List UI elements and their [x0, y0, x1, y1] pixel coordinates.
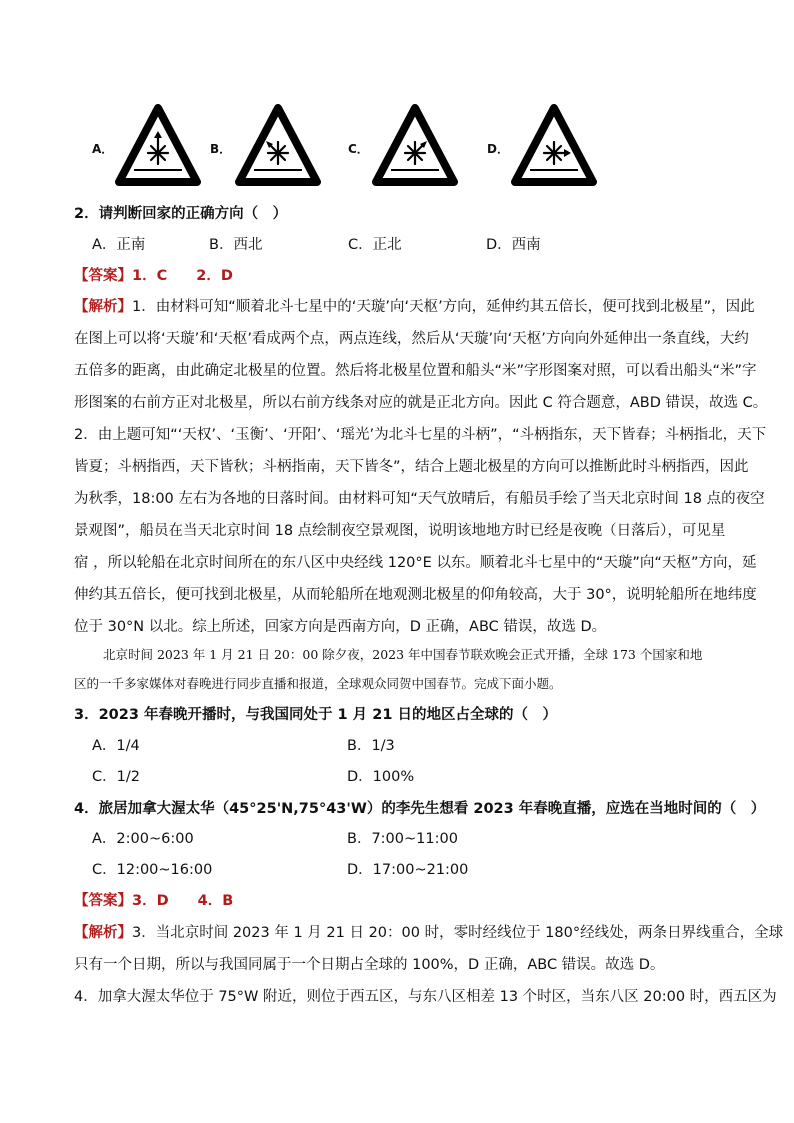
analysis-line: 景观图”，船员在当天北京时间 18 点绘制夜空景观图，说明该地地方时已经是夜晚（日落后），可见星 — [74, 523, 726, 539]
q2-option-b[interactable]: B．西北 — [209, 237, 263, 253]
q2-option-d[interactable]: D．西南 — [486, 237, 541, 253]
intro-line: 区的一千多家媒体对春晚进行同步直播和报道，全球观众同贺中国春节。完成下面小题。 — [74, 676, 562, 691]
answer-tag: 【答案】 — [74, 268, 132, 284]
warning-triangle-icon — [235, 104, 321, 188]
q1-options-row — [0, 104, 794, 190]
q2-stem: 2．请判断回家的正确方向（ ） — [74, 206, 288, 222]
analysis-line: 在图上可以将‘天璇’和‘天枢’看成两个点，两点连线，然后从‘天璇’向‘天枢’方向向外延伸出一条直线，大约 — [74, 331, 749, 347]
answer-text: 1．C 2．D — [132, 268, 233, 284]
answer-tag: 【答案】 — [74, 893, 132, 909]
q4-option-b[interactable]: B．7:00~11:00 — [347, 831, 458, 847]
analysis-line: 为秋季，18:00 左右为各地的日落时间。由材料可知“天气放晴后，有船员手绘了当天北京时间 18 点的夜空 — [74, 491, 765, 507]
q3-option-b[interactable]: B．1/3 — [347, 738, 395, 754]
q4-option-c[interactable]: C．12:00~16:00 — [92, 862, 213, 878]
option-letter: B． — [210, 142, 232, 156]
answer-block-2 — [74, 892, 233, 910]
q4-stem: 4．旅居加拿大渥太华（45°25'N,75°43'W）的李先生想看 2023 年春晚直播，应选在当地时间的（ ） — [74, 801, 766, 817]
q3-option-a[interactable]: A．1/4 — [92, 738, 140, 754]
analysis-line: 皆夏；斗柄指西，天下皆秋；斗柄指南，天下皆冬”，结合上题北极星的方向可以推断此时斗柄指西，因此 — [74, 459, 749, 475]
analysis-line: 宿 ，所以轮船在北京时间所在的东八区中央经线 120°E 以东。顺着北斗七星中的“天璇”向“天枢”方向，延 — [74, 555, 757, 571]
q2-option-a[interactable]: A．正南 — [92, 237, 146, 253]
q3-option-d[interactable]: D．100% — [347, 769, 415, 785]
warning-triangle-icon — [511, 104, 597, 188]
analysis-line: 4．加拿大渥太华位于 75°W 附近，则位于西五区，与东八区相差 13 个时区，当东八区 20:00 时，西五区为 — [74, 989, 777, 1005]
q3-option-c[interactable]: C．1/2 — [92, 769, 140, 785]
analysis-line: 【解析】3．当北京时间 2023 年 1 月 21 日 20：00 时，零时经线位于 180°经线处，两条日界线重合，全球 — [74, 925, 784, 941]
option-letter: D． — [487, 142, 509, 156]
answer-text: 3．D 4．B — [132, 893, 234, 909]
analysis-tag: 【解析】 — [74, 925, 132, 941]
analysis-line: 伸约其五倍长，便可找到北极星，从而轮船所在地观测北极星的仰角较高，大于 30°，说明轮船所在地纬度 — [74, 587, 757, 603]
analysis-line: 五倍多的距离，由此确定北极星的位置。然后将北极星位置和船头“米”字形图案对照，可以看出船头“米”字 — [74, 363, 757, 379]
analysis-line: 【解析】1．由材料可知“顺着北斗七星中的‘天璇’向‘天枢’方向，延伸约其五倍长，便可找到北极星”，因此 — [74, 299, 755, 315]
q3-stem: 3．2023 年春晚开播时，与我国同处于 1 月 21 日的地区占全球的（ ） — [74, 707, 557, 723]
q4-option-d[interactable]: D．17:00~21:00 — [347, 862, 469, 878]
q2-option-c[interactable]: C．正北 — [348, 237, 402, 253]
analysis-line: 只有一个日期，所以与我国同属于一个日期占全球的 100%，D 正确，ABC 错误。故选 D。 — [74, 957, 665, 973]
warning-triangle-icon — [115, 104, 201, 188]
intro-line: 北京时间 2023 年 1 月 21 日 20：00 除夕夜，2023 年中国春节联欢晚会正式开播，全球 173 个国家和地 — [103, 647, 703, 662]
warning-triangle-icon — [372, 104, 458, 188]
option-letter: C． — [348, 142, 369, 156]
option-letter: A． — [92, 142, 114, 156]
q4-option-a[interactable]: A．2:00~6:00 — [92, 831, 194, 847]
analysis-line: 形图案的右前方正对北极星，所以右前方线条对应的就是正北方向。因此 C 符合题意，ABD 错误，故选 C。 — [74, 395, 768, 411]
analysis-tag: 【解析】 — [74, 299, 132, 315]
answer-block-1 — [74, 267, 233, 285]
analysis-line: 2．由上题可知“‘天权’、‘玉衡’、‘开阳’、‘瑶光’为北斗七星的斗柄”，“斗柄指东，天下皆春；斗柄指北，天下 — [74, 427, 767, 443]
analysis-line: 位于 30°N 以北。综上所述，回家方向是西南方向，D 正确，ABC 错误，故选 D。 — [74, 619, 607, 635]
